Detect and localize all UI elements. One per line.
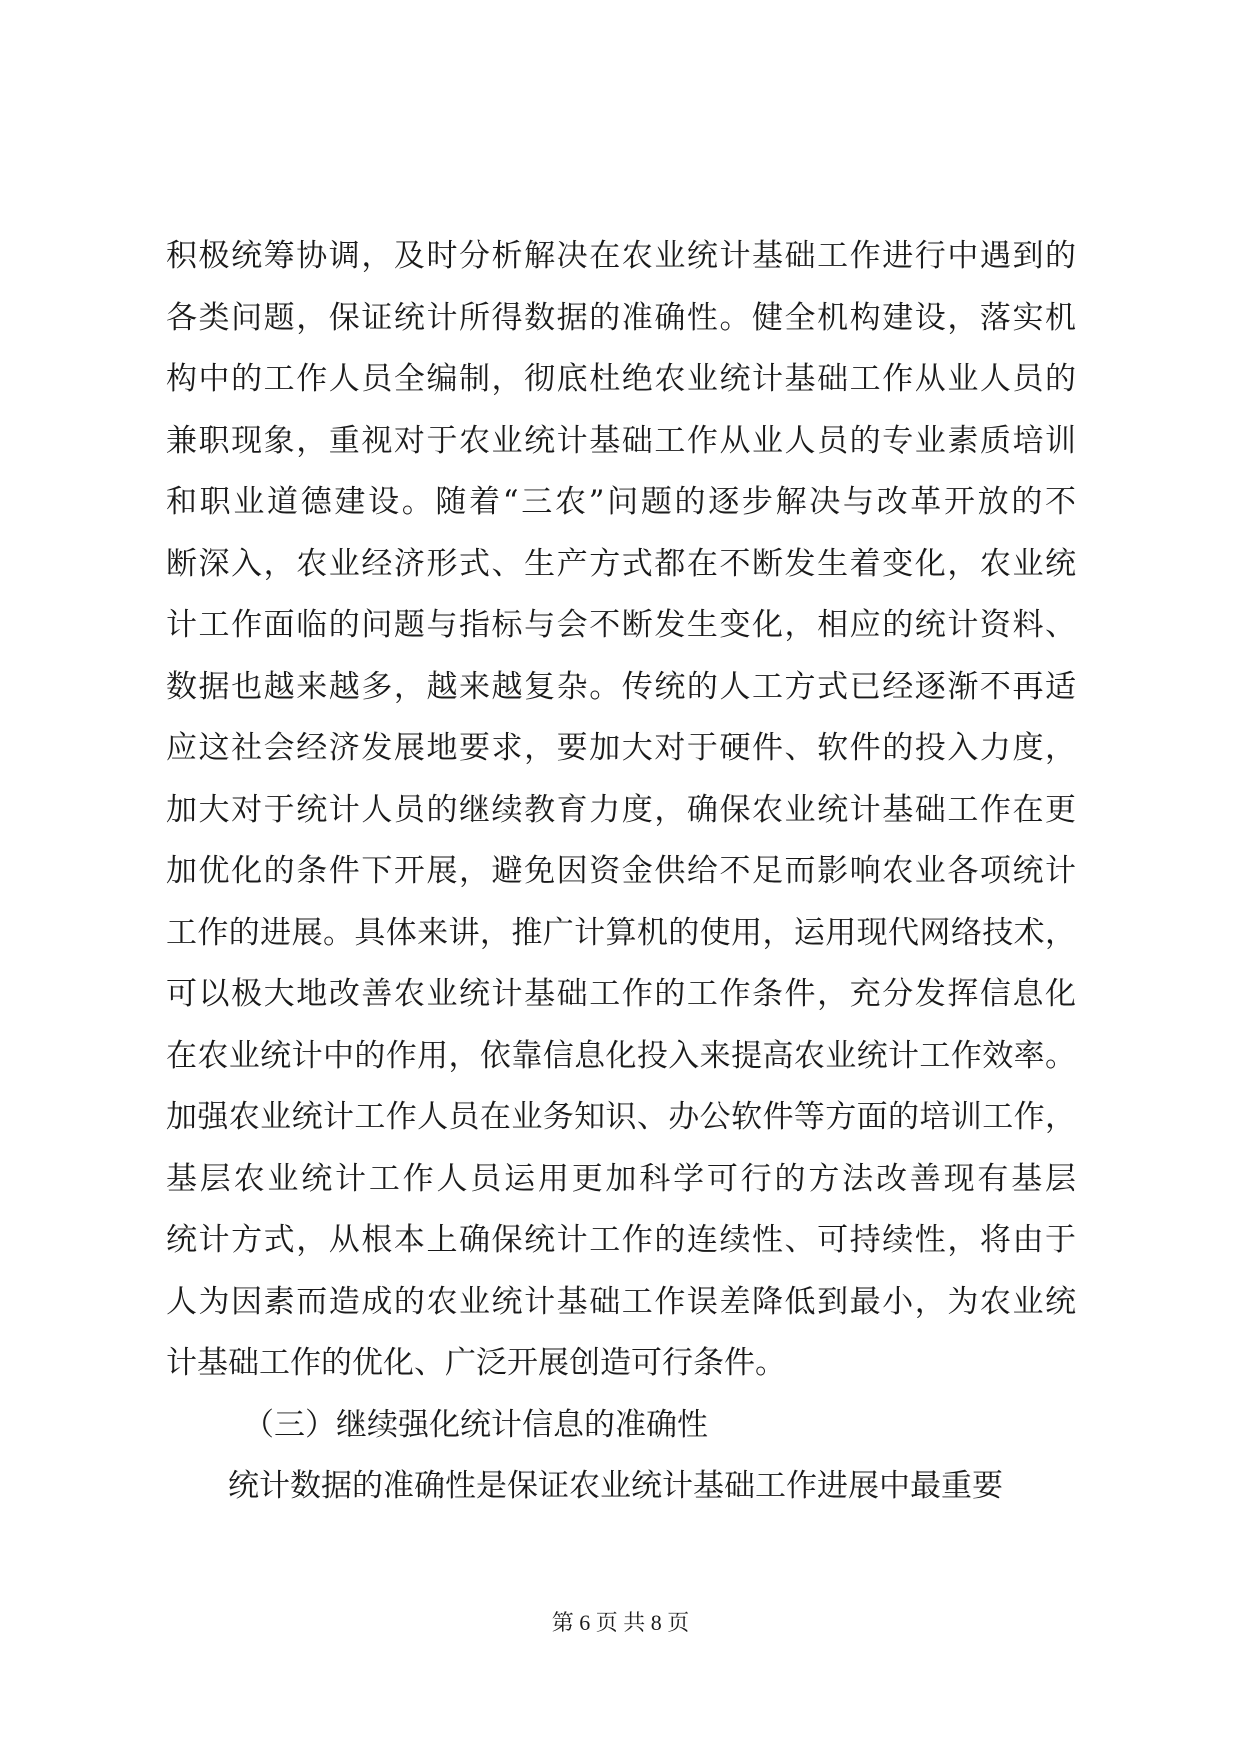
text-line: 统计方式，从根本上确保统计工作的连续性、可持续性，将由于 bbox=[166, 1222, 1076, 1258]
text-line: 加强农业统计工作人员在业务知识、办公软件等方面的培训工作， bbox=[166, 1099, 1076, 1135]
text-line: 各类问题，保证统计所得数据的准确性。健全机构建设，落实机 bbox=[166, 299, 1076, 336]
text-line: 构中的工作人员全编制，彻底杜绝农业统计基础工作从业人员的 bbox=[166, 361, 1076, 397]
text-line: 断深入，农业经济形式、生产方式都在不断发生着变化，农业统 bbox=[166, 545, 1076, 582]
paragraph bbox=[166, 226, 1076, 1395]
text-line: 在农业统计中的作用，依靠信息化投入来提高农业统计工作效率。 bbox=[166, 1037, 1076, 1074]
text-line: 加优化的条件下开展，避免因资金供给不足而影响农业各项统计 bbox=[166, 853, 1076, 889]
text-line: 计工作面临的问题与指标与会不断发生变化，相应的统计资料、 bbox=[166, 607, 1076, 643]
text-line: 数据也越来越多，越来越复杂。传统的人工方式已经逐渐不再适 bbox=[166, 668, 1076, 705]
text-line: 加大对于统计人员的继续教育力度，确保农业统计基础工作在更 bbox=[166, 791, 1076, 828]
text-line: 积极统筹协调，及时分析解决在农业统计基础工作进行中遇到的 bbox=[166, 238, 1076, 274]
paragraph-first-line: 统计数据的准确性是保证农业统计基础工作进展中最重要 bbox=[228, 1468, 1003, 1504]
text-line: 应这社会经济发展地要求，要加大对于硬件、软件的投入力度， bbox=[166, 730, 1076, 766]
text-line: 兼职现象，重视对于农业统计基础工作从业人员的专业素质培训 bbox=[166, 422, 1076, 459]
text-line: 基层农业统计工作人员运用更加科学可行的方法改善现有基层 bbox=[166, 1160, 1076, 1197]
text-line: 可以极大地改善农业统计基础工作的工作条件，充分发挥信息化 bbox=[166, 976, 1076, 1012]
section-heading: （三）继续强化统计信息的准确性 bbox=[243, 1406, 708, 1443]
text-line: 和职业道德建设。随着“三农”问题的逐步解决与改革开放的不 bbox=[166, 484, 1076, 520]
body-text bbox=[166, 226, 1076, 1518]
text-line: 工作的进展。具体来讲，推广计算机的使用，运用现代网络技术， bbox=[166, 914, 1076, 951]
text-line: 计基础工作的优化、广泛开展创造可行条件。 bbox=[166, 1345, 786, 1381]
page-footer: 第 6 页 共 8 页 bbox=[551, 1610, 690, 1635]
text-line: 人为因素而造成的农业统计基础工作误差降低到最小，为农业统 bbox=[166, 1283, 1076, 1320]
